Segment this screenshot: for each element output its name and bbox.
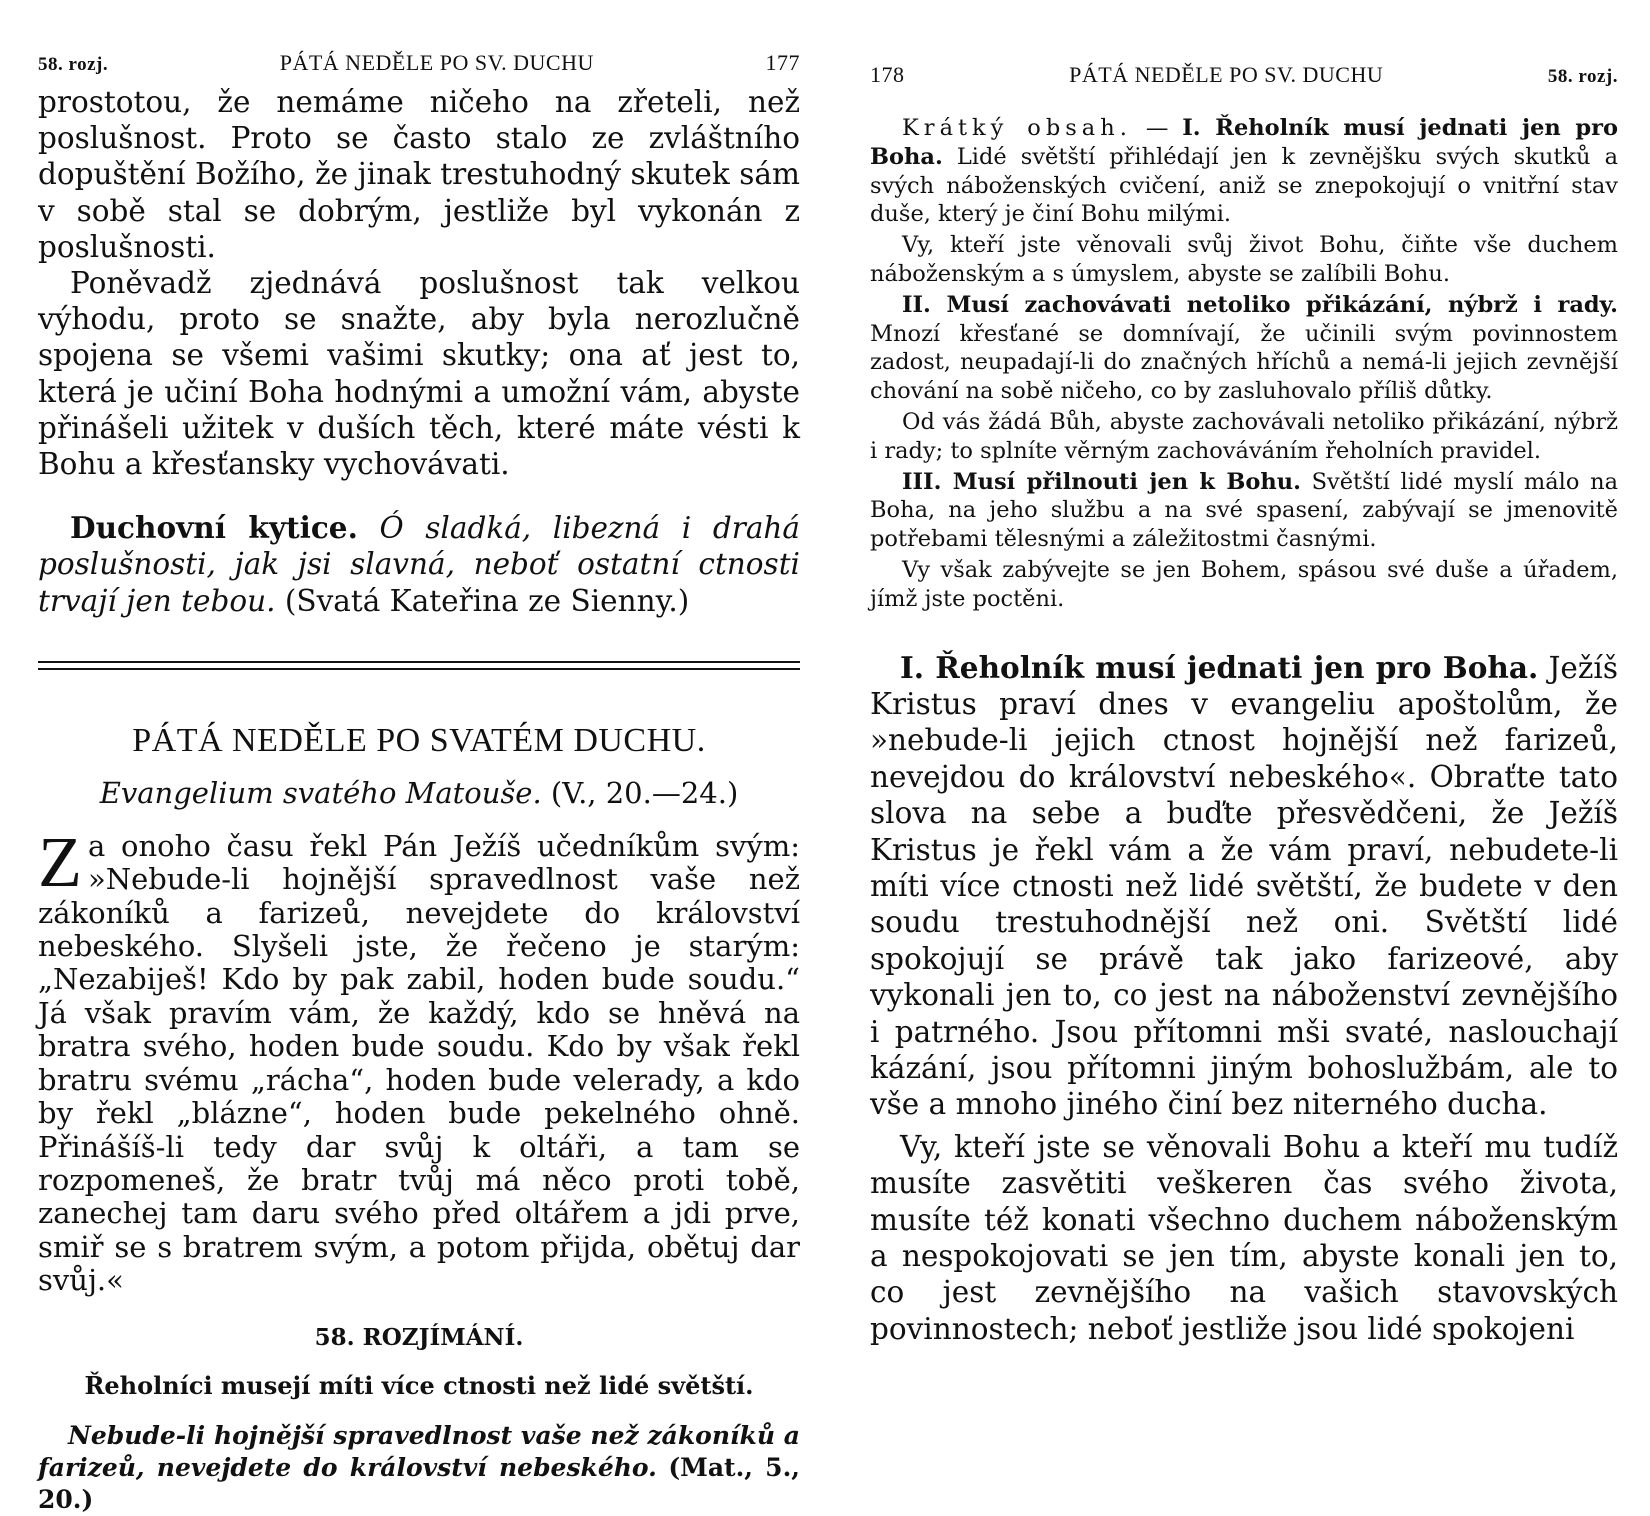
summary-point-2-text: Mnozí křesťané se domnívají, že učinili svým povinnostem zadost, neupadají-li do značných hříchů a nemá-li jejich zevnější chování na sobě ničeho, co by zasluhovalo příliš důtky.: [870, 320, 1618, 405]
gospel-text: [38, 821, 800, 1298]
summary-point-1-heading: I. Řeholník musí jednati jen pro Boha.: [870, 115, 1619, 170]
summary-point-1: [870, 114, 1618, 229]
left-running-head: [38, 50, 800, 84]
meditation-quote: [38, 1420, 800, 1516]
summary-point-1-application: Vy, kteří jste věnovali svůj život Bohu, čiňte vše duchem náboženským a s úmyslem, abyste se zalíbili Bohu.: [870, 232, 1618, 287]
right-page: [870, 0, 1618, 1500]
summary-point-3-heading: III. Musí přilnouti jen k Bohu.: [902, 468, 1301, 495]
left-page: [38, 0, 800, 1514]
summary-point-3-text: Světští lidé myslí málo na Boha, na jeho službu a na své spasení, zabývají se jmenovitě potřebami tělesnými a záležitostmi časnými.: [870, 468, 1618, 553]
meditation-quote-text: Nebude-li hojnější spravedlnost vaše než zákoníků a farizeů, nevejdete do království nebeského.: [38, 1420, 800, 1482]
meditation-theme: Řeholníci musejí míti více ctnosti než lidé světští.: [84, 1370, 754, 1400]
gospel-dropcap: Z: [38, 821, 82, 902]
bouquet-quote: Ó sladká, libezná i drahá poslušnosti, jak jsi slavná, neboť ostatní ctnosti trvají jen tebou.: [38, 511, 800, 618]
summary-point-2-heading: II. Musí zachovávati netoliko přikázání, nýbrž i rady.: [902, 291, 1618, 318]
bouquet-source: (Svatá Kateřina ze Sienny.): [284, 583, 690, 618]
meditation-body: [870, 650, 1618, 1348]
meditation-point-heading: I. Řeholník musí jednati jen pro Boha.: [900, 649, 1539, 685]
summary-point-2: [870, 291, 1618, 406]
summary-point-3: [870, 468, 1618, 554]
summary-label: Krátký obsah.: [902, 115, 1132, 141]
spiritual-bouquet: [38, 510, 800, 619]
left-page-number: 177: [765, 50, 800, 75]
continuation-text: [38, 84, 800, 482]
continuation-paragraph-1: prostotou, že nemáme ničeho na zřeteli, než poslušnost. Proto se často stalo ze zvláštního dopuštění Božího, že jinak trestuhodný skutek sám v sobě stal se dobrým, jestliže byl vykonán z poslušnosti.: [38, 85, 800, 264]
right-page-number: 178: [870, 62, 905, 87]
chapter-title: PÁTÁ NEDĚLE PO SVATÉM DUCHU.: [132, 721, 706, 759]
gospel-reference: (V., 20.—24.): [550, 775, 739, 810]
summary-point-1-text: Lidé světští přihlédají jen k zevnějšku svých skutků a svých náboženských cvičení, aniž se znepokojují o vnitřní stav duše, který je činí Bohu milými.: [870, 143, 1618, 228]
short-summary: [870, 114, 1618, 614]
continuation-paragraph-2: Poněvadž zjednává poslušnost tak velkou výhodu, proto se snažte, aby byla nerozlučně spojena se všemi vašimi skutky; ona ať jest to, která je učiní Boha hodnými a umožní vám, abyste přinášeli užitek v duších těch, které máte vésti k Bohu a křesťansky vychovávati.: [38, 266, 800, 482]
bouquet-label: Duchovní kytice.: [70, 510, 358, 546]
gospel-heading: [38, 776, 800, 810]
left-running-title: PÁTÁ NEDĚLE PO SV. DUCHU: [279, 50, 594, 75]
summary-point-3-application: Vy však zabývejte se jen Bohem, spásou své duše a úřadem, jímž jste poctěni.: [870, 556, 1618, 612]
meditation-paragraph-1-text: Ježíš Kristus praví dnes v evangeliu apoštolům, že »nebude-li jejich ctnost hojnější než farizeů, nevejdou do království nebeského«. Obraťte tato slova na sebe a buďte přesvědčeni, že Ježíš Kristus je řekl vám a že vám praví, nebudete-li míti více ctnosti než lidé světští, že budete v den soudu trestuhodnější než oni. Světští lidé spokojují se právě tak jako farizeové, aby vykonali jen to, co jest na náboženství zevnějšího i patrného. Jsou přítomni mši svaté, naslouchají kázání, jsou přítomni jiným bohoslužbám, ale to vše a mnoho jiného činí bez niterného ducha.: [870, 650, 1618, 1122]
summary-dash: —: [1145, 115, 1169, 141]
gospel-title: Evangelium svatého Matouše.: [99, 775, 542, 810]
meditation-quote-reference: (Mat., 5., 20.): [38, 1452, 800, 1514]
right-running-head: [870, 62, 1618, 96]
right-running-title: PÁTÁ NEDĚLE PO SV. DUCHU: [1069, 62, 1384, 87]
gospel-paragraph: a onoho času řekl Pán Ježíš učedníkům svým: »Nebude-li hojnější spravedlnost vaše než zákoníků a farizeů, nevejdete do království nebeského. Slyšeli jste, že řečeno je starým: „Nezabiješ! Kdo by pak zabil, hoden bude soudu.“ Já však pravím vám, že každý, kdo se hněvá na bratra svého, hoden bude soudu. Kdo by však řekl bratru svému „rácha“, hoden bude velerady, a kdo by řekl „blázne“, hoden bude pekelného ohně. Přinášíš-li tedy dar svůj k oltáři, a tam se rozpomeneš, že bratr tvůj má něco proti tobě, zanechej tam daru svého před oltářem a jdi prve, smiř se s bratrem svým, a potom přijda, obětuj dar svůj.«: [38, 828, 800, 1298]
right-chapter-label: 58. rozj.: [1547, 66, 1618, 87]
section-divider: [38, 661, 800, 670]
meditation-paragraph-1: [870, 650, 1618, 1123]
meditation-paragraph-2: Vy, kteří jste se věnovali Bohu a kteří mu tudíž musíte zasvětiti veškeren čas svého života, musíte též konati všechno duchem náboženským a nespokojovati se jen tím, abyste konali jen to, co jest zevnějšího na vašich stavovských povinnostech; neboť jestliže jsou lidé spokojeni: [870, 1129, 1618, 1346]
left-chapter-label: 58. rozj.: [38, 54, 109, 75]
meditation-title: 58. ROZJÍMÁNÍ.: [314, 1323, 524, 1351]
summary-point-2-application: Od vás žádá Bůh, abyste zachovávali netoliko přikázání, nýbrž i rady; to splníte věrným zachováváním řeholních pravidel.: [870, 408, 1618, 464]
